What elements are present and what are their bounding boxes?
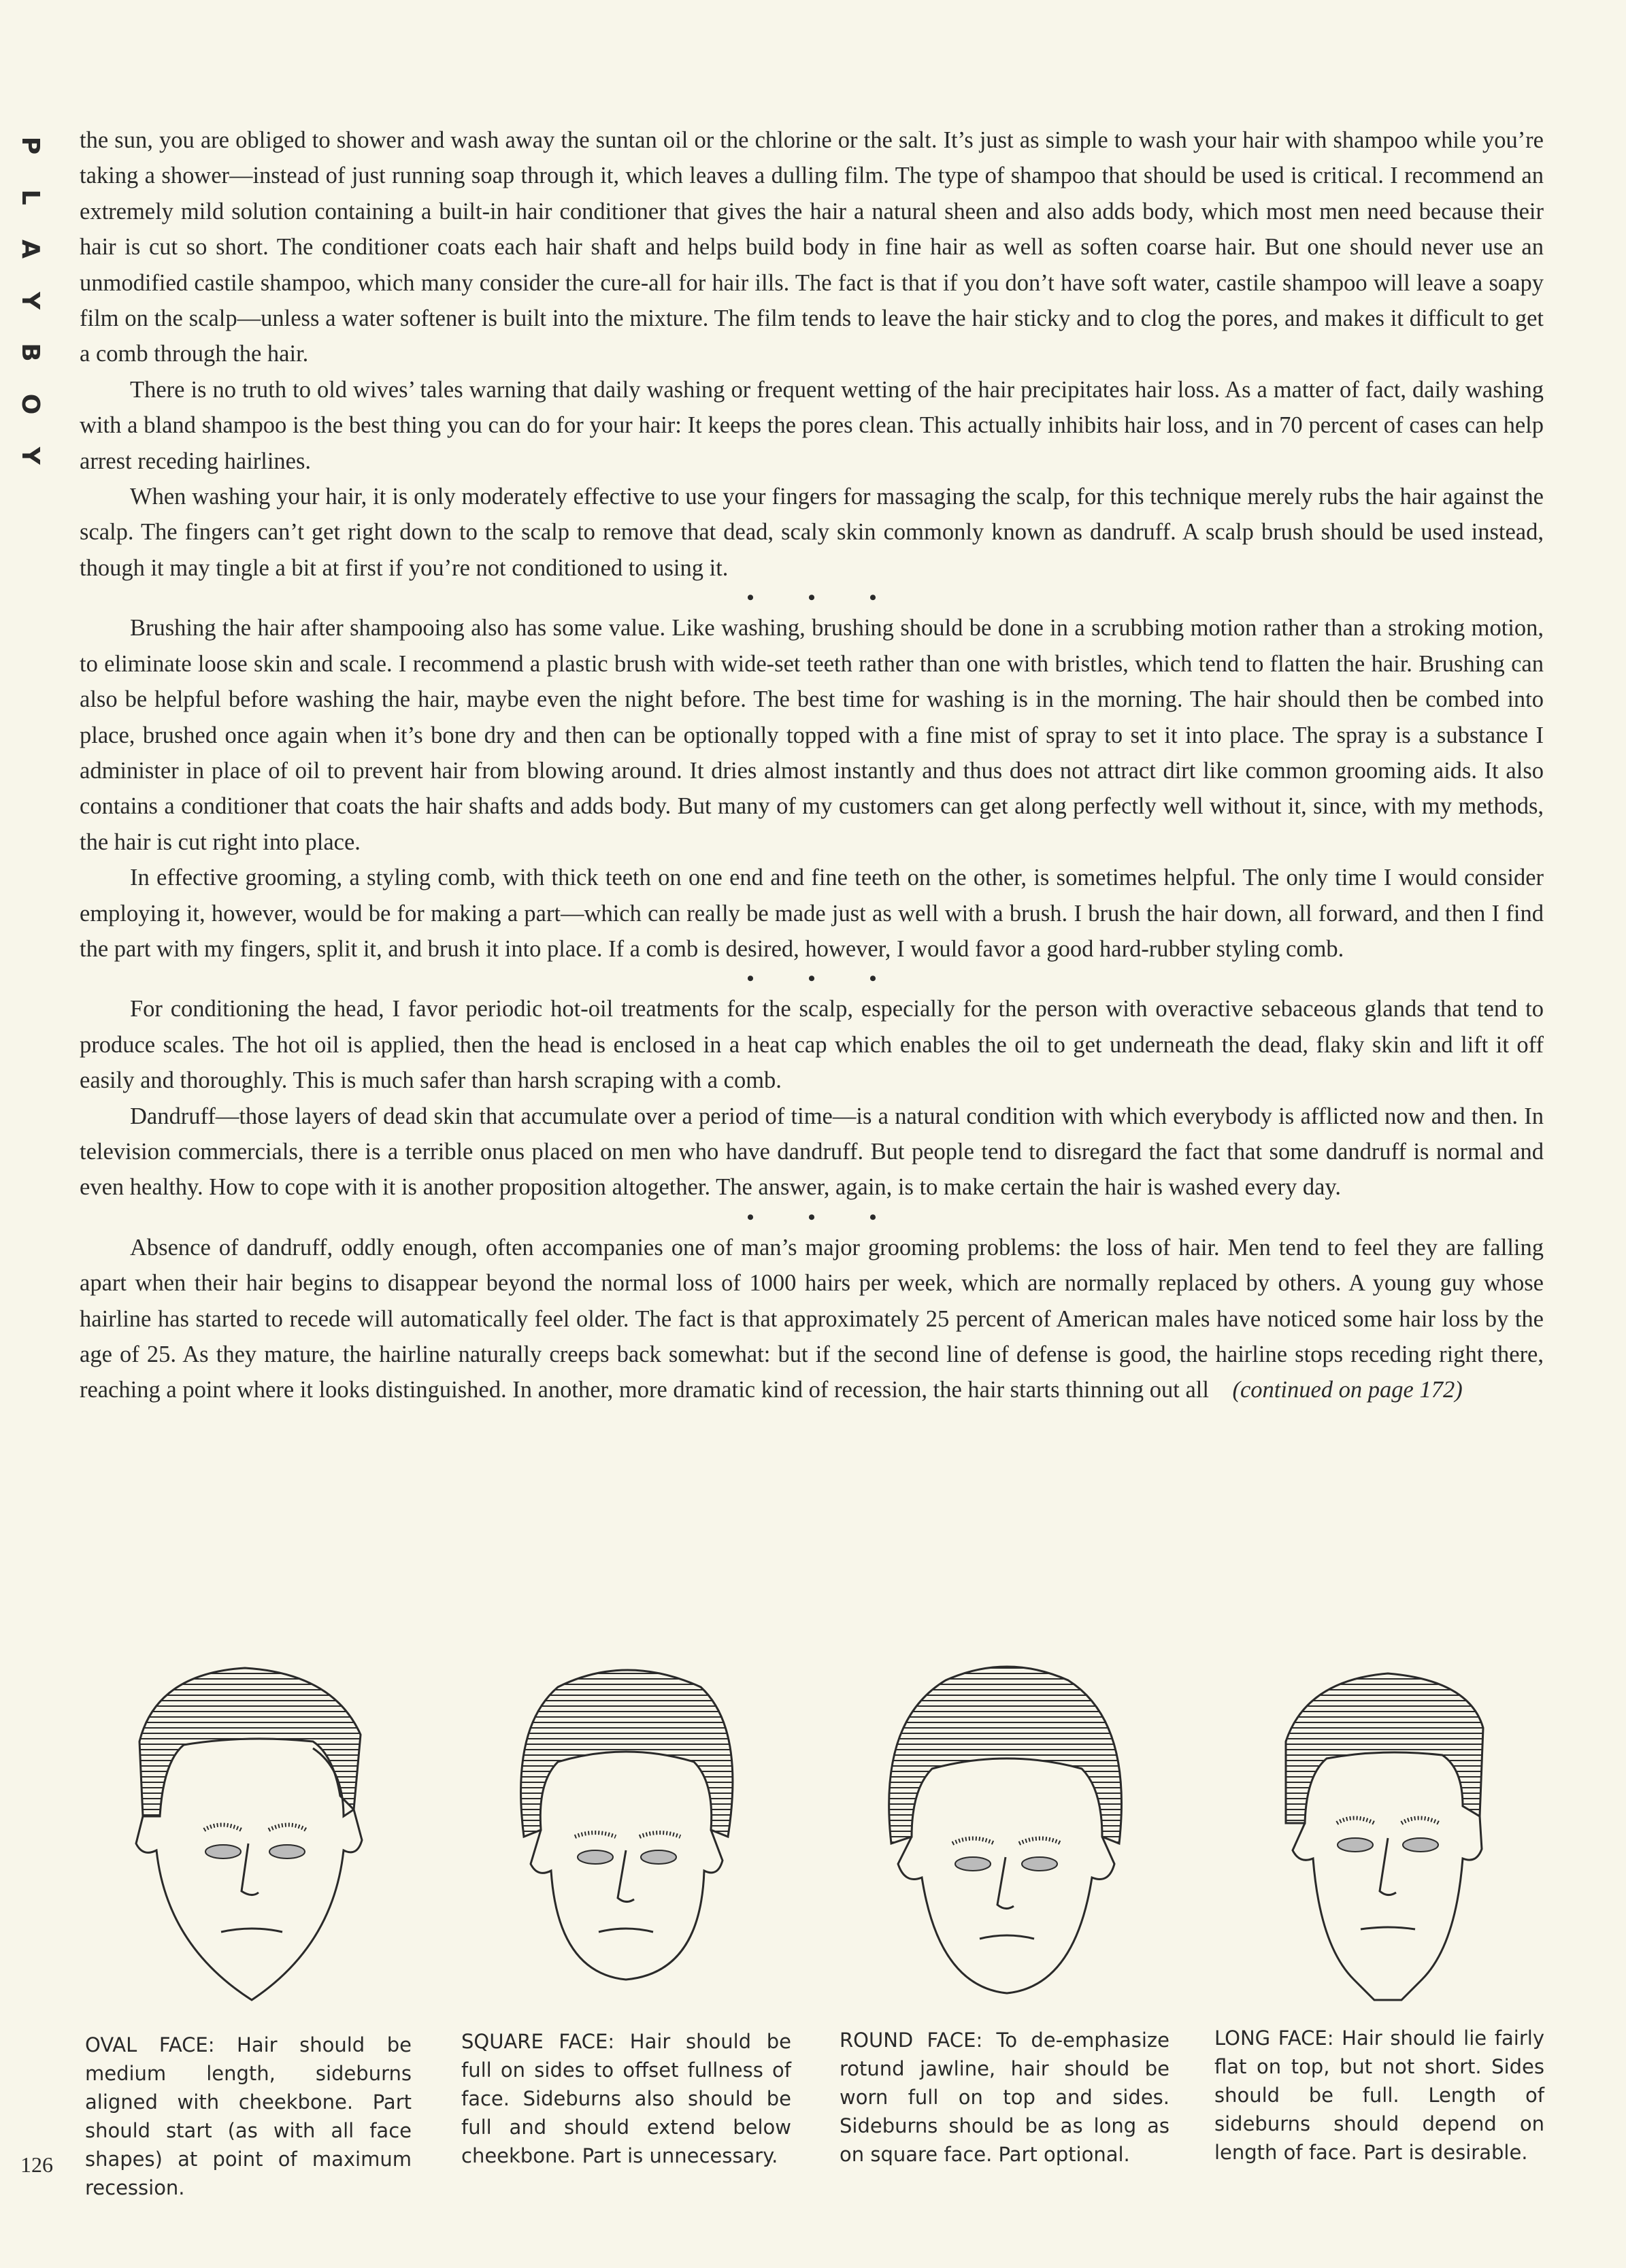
page-number: 126 [20, 2152, 53, 2177]
paragraph: For conditioning the head, I favor periodic hot-oil treatments for the scalp, especially for the person with overactive sebaceous glands that tend to produce scales. The hot oil is applied, then the head is enclosed in a heat cap which enables the oil to get underneath the dead, flaky skin and lift it off easily and thoroughly. This is much safer than harsh scraping with a comb. [80, 996, 1544, 1094]
section-separator: • • • [746, 967, 901, 990]
masthead-letter: P [16, 136, 44, 155]
caption-oval-face: OVAL FACE: Hair should be medium length, sideburns aligned with cheekbone. Part should start (as with all face shapes) at point of maximum recession. [85, 2033, 412, 2199]
masthead-letter: Y [16, 446, 44, 465]
paragraph [80, 1230, 1544, 1408]
caption-square-face: SQUARE FACE: Hair should be full on sides to offset fullness of face. Sideburns also should be full and should extend below cheekbone. Part is unnecessary. [461, 2030, 791, 2167]
paragraph: In effective grooming, a styling comb, with thick teeth on one end and fine teeth on the other, is sometimes helpful. The only time I would consider employing it, however, would be for making a part—which can really be made just as well with a brush. I brush the hair down, all forward, and then I find the part with my fingers, split it, and brush it into place. If a comb is desired, however, I would favor a good hard-rubber styling comb. [80, 865, 1544, 962]
masthead-letter: L [16, 189, 44, 205]
section-separator: • • • [746, 586, 901, 610]
paragraph: There is no truth to old wives’ tales warning that daily washing or frequent wetting of the hair precipitates hair loss. As a matter of fact, daily washing with a bland shampoo is the best thing you can do for your hair: It keeps the pores clean. This actually inhibits hair loss, and in 70 percent of cases can help arrest receding hairlines. [80, 376, 1544, 474]
face-illustration-round [864, 1660, 1150, 2014]
masthead-letter: A [16, 239, 44, 259]
face-illustration-square [483, 1660, 769, 2014]
caption-long-face: LONG FACE: Hair should lie fairly flat on top, but not short. Sides should be full. Length of sideburns should depend on length of face. Part is desirable. [1214, 2027, 1544, 2164]
face-illustration-long [1245, 1660, 1531, 2014]
magazine-masthead [10, 129, 50, 491]
section-separator: • • • [746, 1205, 901, 1229]
masthead-letter: B [16, 343, 44, 362]
masthead-letter: O [16, 393, 44, 415]
caption-round-face: ROUND FACE: To de-emphasize rotund jawline, hair should be worn full on top and sides. Sideburns should be as long as on square face. Part optional. [840, 2029, 1169, 2166]
article-body [80, 122, 1544, 1408]
face-illustration-oval [109, 1660, 395, 2014]
masthead-letter: Y [16, 291, 44, 310]
paragraph-text: Absence of dandruff, oddly enough, often accompanies one of man’s major grooming problems: the loss of hair. Men tend to feel they are falling apart when their hair begins to disappear beyond the normal loss of 1000 hairs per week, which are normally replaced by others. A young guy whose hairline has started to recede will automatically feel older. The fact is that approximately 25 percent of American males have noticed some hair loss by the age of 25. As they mature, the hairline naturally creeps back somewhat: but if the second line of defense is good, the hairline stops receding right there, reaching a point where it looks distinguished. In another, more dramatic kind of recession, the hair starts thinning out all [80, 1234, 1544, 1403]
paragraph: Brushing the hair after shampooing also has some value. Like washing, brushing should be done in a scrubbing motion rather than a stroking motion, to eliminate loose skin and scale. I recommend a plastic brush with wide-set teeth rather than one with bristles, which tend to flatten the hair. Brushing can also be helpful before washing the hair, maybe even the night before. The best time for washing is in the morning. The hair should then be combed into place, brushed once again when it’s bone dry and then can be optionally topped with a fine mist of spray to set it into place. The spray is a substance I administer in place of oil to prevent hair from blowing around. It dries almost instantly and thus does not attract dirt like common grooming aids. It also contains a conditioner that coats the hair shafts and adds body. But many of my customers can get along perfectly well without it, since, with my methods, the hair is cut right into place. [80, 615, 1544, 855]
continued-note: (continued on page 172) [1232, 1377, 1463, 1403]
paragraph: When washing your hair, it is only moderately effective to use your fingers for massaging the scalp, for this technique merely rubs the hair against the scalp. The fingers can’t get right down to the scalp to remove that dead, scaly skin commonly known as dandruff. A scalp brush should be used instead, though it may tingle a bit at first if you’re not conditioned to using it. [80, 484, 1544, 581]
paragraph: Dandruff—those layers of dead skin that accumulate over a period of time—is a natural condition with which everybody is afflicted now and then. In television commercials, there is a terrible onus placed on men who have dandruff. But people tend to disregard the fact that some dandruff is normal and even healthy. How to cope with it is another proposition altogether. The answer, again, is to make certain the hair is washed every day. [80, 1103, 1544, 1201]
paragraph: the sun, you are obliged to shower and wash away the suntan oil or the chlorine or the salt. It’s just as simple to wash your hair with shampoo while you’re taking a shower—instead of just running soap through it, which leaves a dulling film. The type of shampoo that should be used is critical. I recommend an extremely mild solution containing a built-in hair conditioner that gives the hair a natural sheen and also adds body, which most men need because their hair is cut so short. The conditioner coats each hair shaft and helps build body in fine hair as well as soften coarse hair. But one should never use an unmodified castile shampoo, which many consider the cure-all for hair ills. The fact is that if you don’t have soft water, castile shampoo will leave a soapy film on the scalp—unless a water softener is built into the mixture. The film tends to leave the hair sticky and to clog the pores, and makes it difficult to get a comb through the hair. [80, 127, 1544, 367]
